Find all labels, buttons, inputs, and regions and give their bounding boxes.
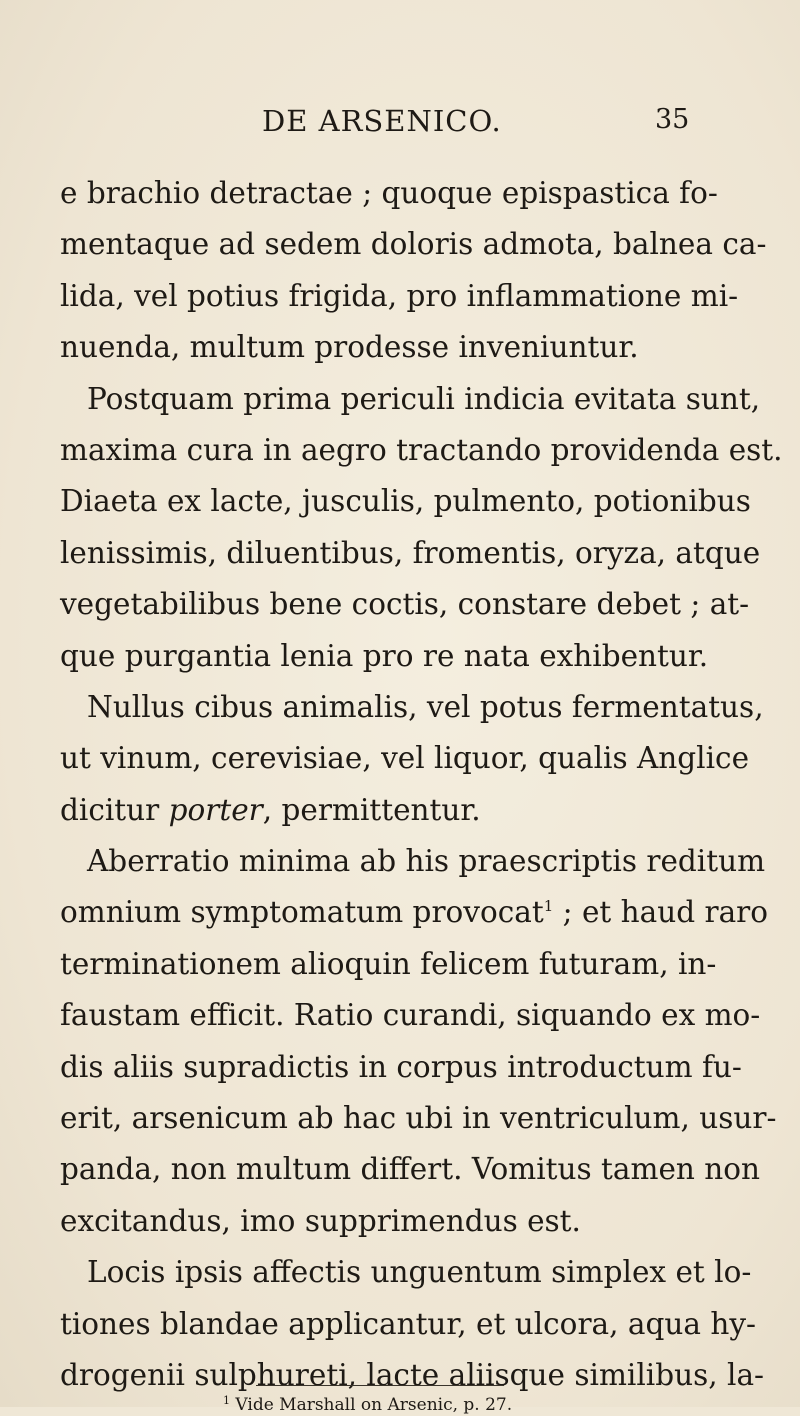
paragraph-start-line: Postquam prima periculi indicia evitata sunt, (87, 381, 761, 416)
text-segment: ; et haud raro (553, 895, 769, 930)
text-line: Diaeta ex lacte, jusculis, pulmento, potionibus (60, 484, 751, 519)
text-segment: , permittentur. (262, 792, 481, 827)
text-line: e brachio detractae ; quoque epispastica fo- (60, 176, 718, 210)
page-number: 35 (655, 104, 690, 135)
text-line: faustam efficit. Ratio curandi, siquando ex mo- (60, 998, 761, 1033)
footnote-marker: 1 (223, 1394, 230, 1407)
italic-word: porter (168, 792, 263, 827)
running-head: DE ARSENICO. (262, 104, 502, 138)
text-line: panda, non multum differt. Vomitus tamen non (60, 1152, 761, 1187)
text-segment: omnium symptomatum provocat (60, 895, 544, 930)
text-line: ut vinum, cerevisiae, vel liquor, qualis Anglice (60, 741, 750, 776)
text-line: tiones blandae applicantur, et ulcora, aqua hy- (60, 1306, 756, 1341)
text-line: maxima cura in aegro tractando providenda est. (60, 432, 783, 467)
text-segment: dicitur (60, 792, 169, 827)
text-line-with-italic (60, 785, 700, 836)
text-line: erit, arsenicum ab hac ubi in ventriculum, usur- (60, 1101, 777, 1136)
paragraph-start-line: Locis ipsis affectis unguentum simplex et lo- (87, 1255, 752, 1290)
footnote-text: Vide Marshall on Arsenic, p. 27. (235, 1395, 513, 1415)
text-line: nuenda, multum prodesse inveniuntur. (60, 330, 639, 365)
footnote (223, 1394, 512, 1416)
text-line: lenissimis, diluentibus, fromentis, oryza, atque (60, 535, 761, 570)
text-line: drogenii sulphureti, lacte aliisque similibus, la- (60, 1357, 764, 1392)
body-text (60, 168, 783, 1401)
text-line: terminationem alioquin felicem futuram, in- (60, 946, 717, 981)
text-line: vegetabilibus bene coctis, constare debet ; at- (60, 587, 750, 622)
text-line: mentaque ad sedem doloris admota, balnea ca- (60, 227, 767, 262)
text-line: dis aliis supradictis in corpus introductum fu- (60, 1049, 742, 1084)
text-line: lida, vel potius frigida, pro inflammatione mi- (60, 278, 739, 313)
paragraph-start-line: Aberratio minima ab his praescriptis reditum (87, 844, 766, 879)
text-line: que purgantia lenia pro re nata exhibentur. (60, 638, 709, 673)
text-line: excitandus, imo supprimendus est. (60, 1203, 581, 1238)
footnote-divider (256, 1385, 504, 1386)
page-header (0, 100, 800, 144)
footnote-reference: 1 (543, 897, 554, 916)
paragraph-start-line: Nullus cibus animalis, vel potus fermentatus, (87, 689, 764, 724)
text-line-with-note-ref (60, 887, 769, 938)
